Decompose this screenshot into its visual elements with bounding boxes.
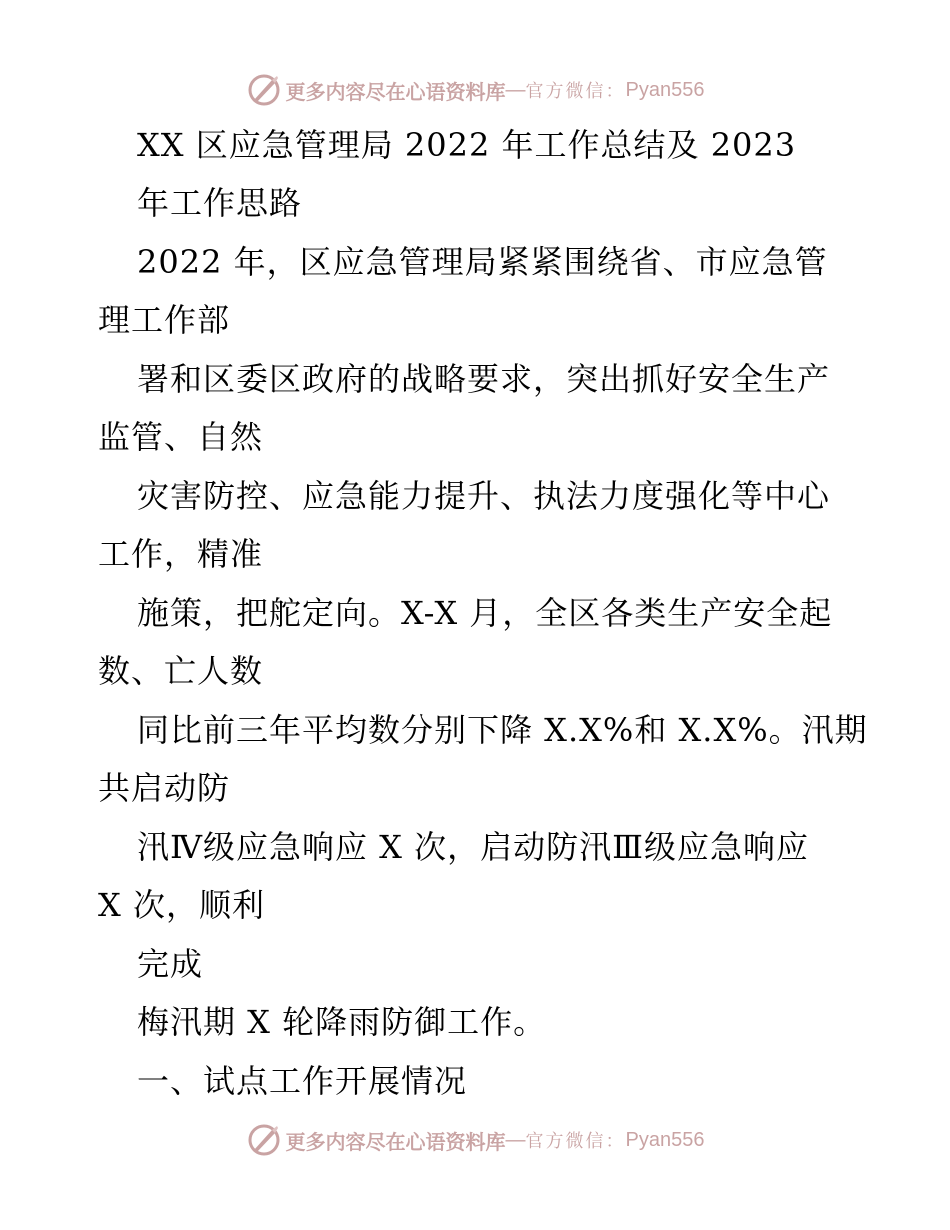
watermark-sub-text: 官方微信：	[525, 81, 626, 102]
paragraph-line: X 次，顺利	[98, 886, 265, 924]
paragraph-line: 共启动防	[98, 769, 231, 807]
paragraph-line: 数、亡人数	[98, 652, 264, 690]
paragraph-line: 理工作部	[98, 301, 231, 339]
watermark-dash: —	[505, 78, 526, 101]
quill-pen-logo-icon	[246, 1122, 282, 1158]
document-title-line-2: 年工作思路	[137, 184, 303, 222]
paragraph-line: 灾害防控、应急能力提升、执法力度强化等中心	[137, 477, 831, 515]
section-heading: 一、试点工作开展情况	[137, 1062, 468, 1100]
paragraph-line: 工作，精准	[98, 535, 264, 573]
watermark-sub-text: 官方微信：	[525, 1131, 626, 1152]
paragraph-line: 施策，把舵定向。X-X 月，全区各类生产安全起	[137, 594, 833, 632]
paragraph-line: 梅汛期 X 轮降雨防御工作。	[137, 1003, 547, 1041]
watermark-banner-top	[0, 70, 950, 110]
watermark-banner-bottom	[0, 1120, 950, 1160]
paragraph-line: 署和区委区政府的战略要求，突出抓好安全生产	[137, 360, 831, 398]
paragraph-line: 汛Ⅳ级应急响应 X 次，启动防汛Ⅲ级应急响应	[137, 828, 809, 866]
paragraph-line: 监管、自然	[98, 418, 264, 456]
watermark-main-text: 更多内容尽在心语资料库	[285, 1129, 506, 1154]
watermark-main-text: 更多内容尽在心语资料库	[285, 79, 506, 104]
watermark-wechat-id: Pyan556	[625, 1128, 705, 1151]
watermark-dash: —	[505, 1128, 526, 1151]
quill-pen-logo-icon	[246, 72, 282, 108]
paragraph-line: 完成	[137, 945, 204, 983]
paragraph-line: 同比前三年平均数分别下降 X.X%和 X.X%。汛期	[137, 711, 868, 749]
document-title-line-1: XX 区应急管理局 2022 年工作总结及 2023	[137, 126, 797, 164]
paragraph-line: 2022 年，区应急管理局紧紧围绕省、市应急管	[137, 243, 828, 281]
watermark-wechat-id: Pyan556	[625, 78, 705, 101]
